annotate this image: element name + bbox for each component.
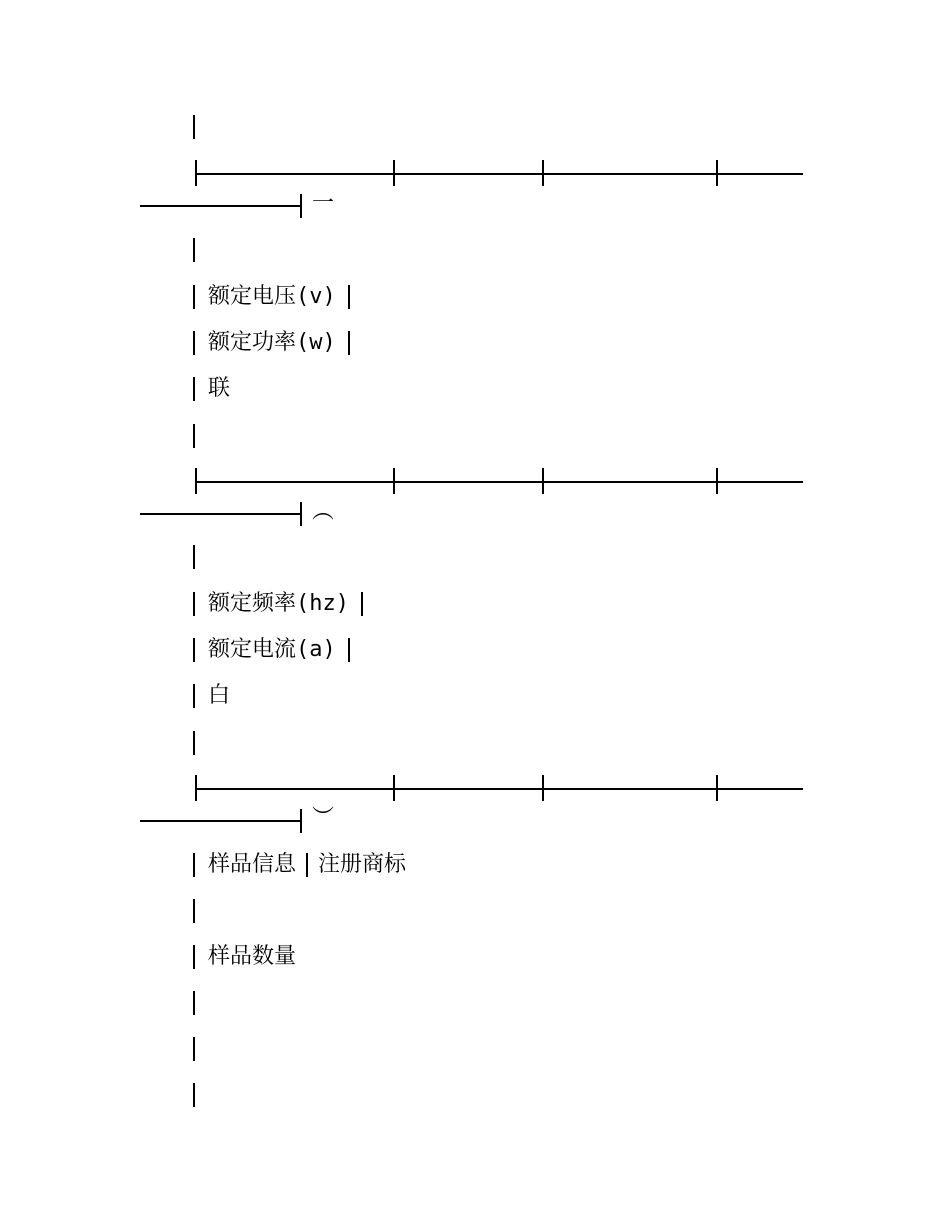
cell-border xyxy=(348,638,350,662)
separator-end-tick xyxy=(300,809,302,833)
separator-end-tick xyxy=(300,502,302,526)
rated-power-label: 额定功率(w) xyxy=(208,330,336,355)
rated-voltage-label: 额定电压(v) xyxy=(208,284,336,309)
separator-tick xyxy=(716,160,718,186)
separator-line-upper xyxy=(196,788,803,790)
fragment-text: 白 xyxy=(208,683,231,708)
separator-tick xyxy=(393,468,395,494)
cell-border xyxy=(348,331,350,355)
table-row xyxy=(193,590,363,618)
cell-border xyxy=(193,285,195,309)
trademark-label: 注册商标 xyxy=(318,852,407,877)
separator-end-tick xyxy=(300,194,302,218)
separator-tick xyxy=(542,775,544,801)
separator-mark: ︶ xyxy=(312,806,335,831)
separator-tick xyxy=(542,468,544,494)
rated-frequency-label: 额定频率(hz) xyxy=(208,591,349,616)
cell-border xyxy=(361,592,363,616)
separator-line-lower xyxy=(140,205,300,207)
separator-tick xyxy=(195,468,197,494)
separator-tick xyxy=(716,775,718,801)
separator-line-upper xyxy=(196,481,803,483)
cell-border xyxy=(193,592,195,616)
separator-tick xyxy=(716,468,718,494)
sample-quantity-label: 样品数量 xyxy=(208,944,297,969)
separator-mark: ︵ xyxy=(312,499,335,524)
separator-line-lower xyxy=(140,820,300,822)
cell-border xyxy=(193,331,195,355)
separator-line-lower xyxy=(140,513,300,515)
table-vertical-rule xyxy=(193,545,195,569)
table-row xyxy=(193,636,350,664)
separator-tick xyxy=(393,775,395,801)
table-vertical-rule xyxy=(193,1037,195,1061)
table-vertical-rule xyxy=(193,731,195,755)
table-row xyxy=(193,682,230,710)
separator-line-upper xyxy=(196,173,803,175)
table-row xyxy=(193,283,350,311)
separator-tick xyxy=(393,160,395,186)
table-vertical-rule xyxy=(193,115,195,139)
sample-info-label: 样品信息 xyxy=(208,852,297,877)
separator-tick xyxy=(542,160,544,186)
table-row xyxy=(193,329,350,357)
separator-tick xyxy=(195,160,197,186)
cell-border xyxy=(193,684,195,708)
cell-border xyxy=(193,377,195,401)
table-vertical-rule xyxy=(193,424,195,448)
cell-border xyxy=(306,853,308,877)
table-vertical-rule xyxy=(193,1083,195,1107)
table-separator xyxy=(0,775,950,835)
table-row xyxy=(193,851,406,879)
table-vertical-rule xyxy=(193,991,195,1015)
cell-border xyxy=(193,638,195,662)
table-separator xyxy=(0,160,950,220)
rated-current-label: 额定电流(a) xyxy=(208,637,336,662)
table-row xyxy=(193,943,296,971)
separator-tick xyxy=(195,775,197,801)
cell-border xyxy=(193,853,195,877)
table-vertical-rule xyxy=(193,899,195,923)
fragment-text: 联 xyxy=(208,376,231,401)
cell-border xyxy=(193,945,195,969)
table-separator xyxy=(0,468,950,528)
cell-border xyxy=(348,285,350,309)
table-vertical-rule xyxy=(193,238,195,262)
table-row xyxy=(193,375,230,403)
separator-mark: 一 xyxy=(312,191,335,216)
